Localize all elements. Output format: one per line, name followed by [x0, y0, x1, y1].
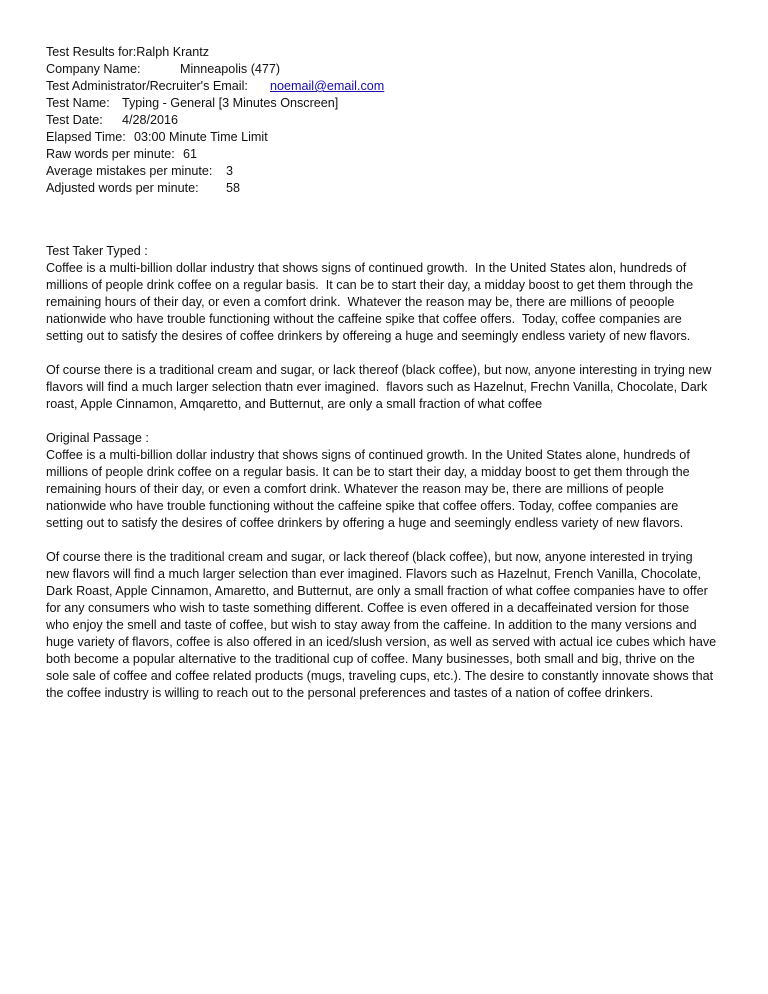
original-p2-line: both become a popular alternative to the traditional cup of coffee. Many businesses, both small and big, thrive on the: [46, 652, 695, 666]
test-date-value: 4/28/2016: [122, 113, 179, 127]
original-p2-line: Dark Roast, Apple Cinnamon, Amaretto, and Butternut, are only a small fraction of what coffee companies have to offer: [46, 584, 708, 598]
adjusted-wpm-value: 58: [226, 181, 241, 195]
admin-email-row: [46, 78, 726, 95]
avg-mistakes-value: 3: [226, 164, 234, 178]
raw-wpm-row: [46, 146, 726, 163]
original-p1-line: remaining hours of their day, or even a comfort drink. Whatever the reason may be, there are millions of people: [46, 482, 664, 496]
test-name-label: Test Name:: [46, 96, 110, 110]
test-date-row: [46, 112, 726, 129]
raw-wpm-value: 61: [183, 147, 198, 161]
results-for-row: [46, 44, 726, 61]
elapsed-label: Elapsed Time:: [46, 130, 126, 144]
original-heading: Original Passage :: [46, 431, 149, 445]
typed-paragraph-2: [46, 362, 726, 413]
avg-mistakes-label: Average mistakes per minute:: [46, 164, 213, 178]
original-p2-line: huge variety of flavors, coffee is also offered in an iced/slush version, as well as served with actual ice cubes which have: [46, 635, 717, 649]
test-name-value: Typing - General [3 Minutes Onscreen]: [122, 96, 339, 110]
original-p1-line: nationwide who have trouble functioning without the caffeine spike that coffee offers. Today, coffee companies are: [46, 499, 679, 513]
typed-heading: Test Taker Typed :: [46, 244, 148, 258]
typed-p1-line: setting out to satisfy the desires of coffee drinkers by offereing a huge and seemingly endless variety of new flavors.: [46, 329, 691, 343]
original-p2-line: new flavors will find a much larger selection than ever imagined. Flavors such as Hazelnut, French Vanilla, Chocolate,: [46, 567, 701, 581]
original-p2-line: sole sale of coffee and coffee related products (mugs, traveling cups, etc.). The desire to constantly innovate shows that: [46, 669, 714, 683]
typed-p1-line: nationwide who have trouble functioning without the caffeine spike that coffee offers. Today, coffee companies are: [46, 312, 682, 326]
original-p2-line: for any consumers who wish to taste something different. Coffee is even offered in a decaffeinated version for those: [46, 601, 690, 615]
raw-wpm-label: Raw words per minute:: [46, 147, 175, 161]
avg-mistakes-row: [46, 163, 726, 180]
results-for-label: Test Results for:: [46, 45, 137, 59]
typed-paragraph-1: [46, 260, 726, 345]
test-date-label: Test Date:: [46, 113, 103, 127]
elapsed-value: 03:00 Minute Time Limit: [134, 130, 268, 144]
typed-p1-line: remaining hours of their day, or even a comfort drink. Whatever the reason may be, there are millions of peoople: [46, 295, 675, 309]
results-document: [46, 44, 726, 702]
paragraph-gap: [46, 532, 726, 549]
typed-p1-line: millions of people drink coffee on a regular basis. It can be to start their day, a midday boost to get them through the: [46, 278, 694, 292]
section-gap: [46, 413, 726, 430]
company-value: Minneapolis (477): [180, 62, 281, 76]
section-gap: [46, 197, 726, 243]
typed-p2-line: Of course there is a traditional cream and sugar, or lack thereof (black coffee), but now, anyone interesting in trying new: [46, 363, 712, 377]
admin-email-link[interactable]: noemail@email.com: [270, 79, 385, 93]
results-for-value: Ralph Krantz: [136, 45, 210, 59]
original-p1-line: millions of people drink coffee on a regular basis. It can be to start their day, a midday boost to get them through the: [46, 465, 690, 479]
typed-p2-line: flavors will find a much larger selection thatn ever imagined. flavors such as Hazelnut, Frechn Vanilla, Chocolate, Dark: [46, 380, 708, 394]
original-paragraph-1: [46, 447, 726, 532]
original-p1-line: Coffee is a multi-billion dollar industry that shows signs of continued growth. In the United States alone, hundreds of: [46, 448, 690, 462]
company-row: [46, 61, 726, 78]
original-p1-line: setting out to satisfy the desires of coffee drinkers by offering a huge and seemingly endless variety of new flavors.: [46, 516, 684, 530]
test-name-row: [46, 95, 726, 112]
adjusted-wpm-row: [46, 180, 726, 197]
paragraph-gap: [46, 345, 726, 362]
typed-p1-line: Coffee is a multi-billion dollar industry that shows signs of continued growth. In the United States alon, hundreds of: [46, 261, 687, 275]
original-p2-line: who enjoy the smell and taste of coffee, but wish to stay away from the caffeine. In addition to the many versions and: [46, 618, 697, 632]
original-p2-line: Of course there is the traditional cream and sugar, or lack thereof (black coffee), but now, anyone interested in trying: [46, 550, 693, 564]
typed-p2-line: roast, Apple Cinnamon, Amqaretto, and Butternut, are only a small fraction of what coffee: [46, 397, 543, 411]
original-p2-line: the coffee industry is willing to reach out to the personal preferences and tastes of a nation of coffee drinkers.: [46, 686, 654, 700]
original-paragraph-2: [46, 549, 726, 702]
elapsed-row: [46, 129, 726, 146]
adjusted-wpm-label: Adjusted words per minute:: [46, 181, 199, 195]
admin-email-label: Test Administrator/Recruiter's Email:: [46, 79, 248, 93]
company-label: Company Name:: [46, 62, 141, 76]
